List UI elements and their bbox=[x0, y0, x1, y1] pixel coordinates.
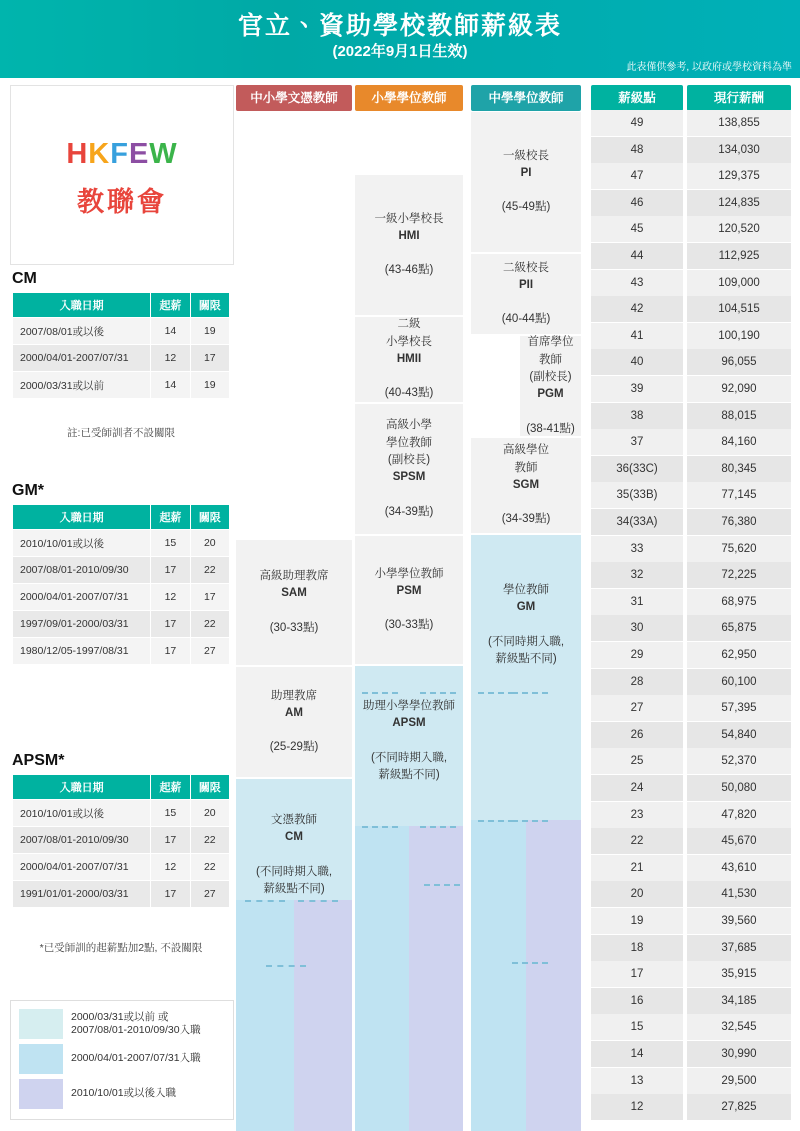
gm-band-gm-b bbox=[471, 820, 526, 1131]
pay-point-cell: 13 bbox=[591, 1068, 683, 1095]
dashed-separator bbox=[512, 820, 548, 822]
table-row bbox=[13, 827, 230, 854]
page-disclaimer: 此表僅供參考, 以政府或學校資料為準 bbox=[626, 62, 792, 73]
dashed-separator bbox=[298, 900, 338, 902]
pay-amount-cell: 39,560 bbox=[687, 908, 791, 935]
table-header-cell: 關限 bbox=[190, 505, 229, 530]
cell-entry-date: 2007/08/01或以後 bbox=[13, 318, 151, 345]
legend-label: 2000/04/01-2007/07/31入職 bbox=[71, 1052, 201, 1065]
pay-point-cell: 15 bbox=[591, 1014, 683, 1041]
rank-gm: 學位教師 GM (不同時期入職, 薪級點不同) bbox=[487, 583, 565, 665]
pay-amount-cell: 138,855 bbox=[687, 110, 791, 137]
psm-band-apsm-b bbox=[355, 826, 409, 1131]
cell-bar-point: 17 bbox=[190, 584, 229, 611]
table-header-cell: 起薪 bbox=[151, 293, 190, 318]
pay-point-cell: 45 bbox=[591, 216, 683, 243]
pay-point-cell: 46 bbox=[591, 190, 683, 217]
cell-bar-point: 27 bbox=[190, 881, 229, 908]
pay-point-cell: 39 bbox=[591, 376, 683, 403]
pay-point-cell: 49 bbox=[591, 110, 683, 137]
cell-bar-point: 22 bbox=[190, 557, 229, 584]
pay-point-cell: 42 bbox=[591, 296, 683, 323]
cell-entry-date: 2010/10/01或以後 bbox=[13, 530, 151, 557]
pay-amount-cell: 47,820 bbox=[687, 802, 791, 829]
pay-point-cell: 48 bbox=[591, 137, 683, 164]
rank-hmii: 二級 小學校長 HMII (40-43點) bbox=[384, 318, 434, 400]
cell-start-point: 17 bbox=[151, 638, 190, 665]
logo-chinese-name: 教聯會 bbox=[77, 187, 167, 217]
entry-table-0 bbox=[12, 292, 230, 399]
pay-point-cell: 33 bbox=[591, 536, 683, 563]
cell-start-point: 17 bbox=[151, 827, 190, 854]
pay-point-cell: 47 bbox=[591, 163, 683, 190]
dashed-separator bbox=[478, 692, 514, 694]
dashed-separator bbox=[512, 692, 548, 694]
cell-start-point: 15 bbox=[151, 800, 190, 827]
cell-bar-point: 17 bbox=[190, 345, 229, 372]
pay-amount-cell: 134,030 bbox=[687, 137, 791, 164]
pay-amount-cell: 96,055 bbox=[687, 349, 791, 376]
pay-point-cell: 26 bbox=[591, 722, 683, 749]
pay-point-cell: 19 bbox=[591, 908, 683, 935]
pay-point-cell: 32 bbox=[591, 562, 683, 589]
table-title-0: CM bbox=[12, 270, 37, 287]
dashed-separator bbox=[362, 826, 398, 828]
table-row bbox=[13, 372, 230, 399]
rank-pi: 一級校長 PI (45-49點) bbox=[501, 149, 551, 214]
pay-amount-cell: 54,840 bbox=[687, 722, 791, 749]
cell-bar-point: 22 bbox=[190, 827, 229, 854]
table-header-cell: 入職日期 bbox=[13, 775, 151, 800]
column-header-gm: 中學學位教師 bbox=[471, 85, 581, 111]
table-header-cell: 起薪 bbox=[151, 505, 190, 530]
entry-table-1 bbox=[12, 504, 230, 665]
pay-amount-cell: 60,100 bbox=[687, 669, 791, 696]
table-row bbox=[13, 584, 230, 611]
cell-entry-date: 1991/01/01-2000/03/31 bbox=[13, 881, 151, 908]
pay-point-cell: 35(33B) bbox=[591, 482, 683, 509]
legend-label: 2010/10/01或以後入職 bbox=[71, 1087, 177, 1100]
cell-entry-date: 2000/03/31或以前 bbox=[13, 372, 151, 399]
pay-amount-cell: 27,825 bbox=[687, 1094, 791, 1121]
logo-box bbox=[10, 85, 234, 265]
legend-item bbox=[19, 1009, 225, 1039]
legend-label: 2000/03/31或以前 或 2007/08/01-2010/09/30入職 bbox=[71, 1010, 201, 1036]
rank-pii: 二級校長 PII (40-44點) bbox=[501, 261, 551, 326]
cell-bar-point: 27 bbox=[190, 638, 229, 665]
cell-start-point: 14 bbox=[151, 372, 190, 399]
cell-entry-date: 2000/04/01-2007/07/31 bbox=[13, 345, 151, 372]
table-note-2: *已受師訓的起薪點加2點, 不設關限 bbox=[39, 942, 203, 954]
cell-bar-point: 19 bbox=[190, 372, 229, 399]
cell-entry-date: 2010/10/01或以後 bbox=[13, 800, 151, 827]
rank-am: 助理教席 AM (25-29點) bbox=[269, 689, 319, 754]
cell-start-point: 17 bbox=[151, 611, 190, 638]
dashed-separator bbox=[266, 965, 306, 967]
pay-amount-cell: 57,395 bbox=[687, 695, 791, 722]
legend-item bbox=[19, 1079, 225, 1109]
entry-table-2 bbox=[12, 774, 230, 908]
dashed-separator bbox=[424, 884, 460, 886]
pay-amount-cell: 77,145 bbox=[687, 482, 791, 509]
pay-point-cell: 21 bbox=[591, 855, 683, 882]
legend-swatch bbox=[19, 1079, 63, 1109]
pay-point-cell: 24 bbox=[591, 775, 683, 802]
pay-amount-cell: 92,090 bbox=[687, 376, 791, 403]
pay-point-cell: 36(33C) bbox=[591, 456, 683, 483]
cell-entry-date: 1980/12/05-1997/08/31 bbox=[13, 638, 151, 665]
cell-entry-date: 2007/08/01-2010/09/30 bbox=[13, 827, 151, 854]
pay-amount-cell: 100,190 bbox=[687, 323, 791, 350]
rank-spsm: 高級小學 學位教師 (副校長) SPSM (34-39點) bbox=[384, 419, 434, 518]
psm-band-apsm-c bbox=[409, 826, 463, 1131]
rank-psm: 小學學位教師 PSM (30-33點) bbox=[374, 567, 444, 632]
gm-band-gm-c bbox=[526, 820, 581, 1131]
legend-swatch bbox=[19, 1009, 63, 1039]
rank-cm: 文憑教師 CM (不同時期入職, 薪級點不同) bbox=[255, 813, 333, 895]
pay-amount-cell: 52,370 bbox=[687, 748, 791, 775]
pay-amount-cell: 29,500 bbox=[687, 1068, 791, 1095]
cell-entry-date: 2000/04/01-2007/07/31 bbox=[13, 584, 151, 611]
cell-start-point: 12 bbox=[151, 854, 190, 881]
pay-point-cell: 14 bbox=[591, 1041, 683, 1068]
dashed-separator bbox=[512, 962, 548, 964]
pay-amount-cell: 75,620 bbox=[687, 536, 791, 563]
pay-amount-cell: 120,520 bbox=[687, 216, 791, 243]
rank-apsm: 助理小學學位教師 APSM (不同時期入職, 薪級點不同) bbox=[363, 699, 455, 781]
legend-swatch bbox=[19, 1044, 63, 1074]
column-header-pay: 現行薪酬 bbox=[687, 85, 791, 111]
dashed-separator bbox=[420, 826, 456, 828]
legend-box bbox=[10, 1000, 234, 1120]
page-subtitle: (2022年9月1日生效) bbox=[332, 43, 468, 60]
cell-start-point: 17 bbox=[151, 881, 190, 908]
pay-amount-cell: 124,835 bbox=[687, 190, 791, 217]
table-row bbox=[13, 854, 230, 881]
dashed-separator bbox=[245, 900, 285, 902]
pay-point-cell: 16 bbox=[591, 988, 683, 1015]
pay-point-cell: 43 bbox=[591, 270, 683, 297]
pay-point-cell: 37 bbox=[591, 429, 683, 456]
table-header-cell: 入職日期 bbox=[13, 505, 151, 530]
cm-band-cm-c bbox=[294, 900, 352, 1131]
column-header-cm: 中小學文憑教師 bbox=[236, 85, 352, 111]
page-title: 官立、資助學校教師薪級表 bbox=[237, 12, 562, 40]
cell-entry-date: 1997/09/01-2000/03/31 bbox=[13, 611, 151, 638]
pay-amount-cell: 84,160 bbox=[687, 429, 791, 456]
pay-point-cell: 25 bbox=[591, 748, 683, 775]
table-note-0: 註:已受師訓者不設關限 bbox=[67, 427, 175, 439]
pay-amount-cell: 129,375 bbox=[687, 163, 791, 190]
pay-point-cell: 23 bbox=[591, 802, 683, 829]
cm-band-cm-b bbox=[236, 900, 294, 1131]
pay-point-cell: 40 bbox=[591, 349, 683, 376]
pay-amount-cell: 68,975 bbox=[687, 589, 791, 616]
dashed-separator bbox=[362, 692, 398, 694]
cell-entry-date: 2007/08/01-2010/09/30 bbox=[13, 557, 151, 584]
pay-point-cell: 34(33A) bbox=[591, 509, 683, 536]
table-header-cell: 起薪 bbox=[151, 775, 190, 800]
cell-bar-point: 20 bbox=[190, 800, 229, 827]
logo-hkfew: HKFEW bbox=[66, 138, 178, 170]
pay-amount-cell: 72,225 bbox=[687, 562, 791, 589]
pay-amount-cell: 50,080 bbox=[687, 775, 791, 802]
pay-amount-cell: 41,530 bbox=[687, 881, 791, 908]
rank-sam: 高級助理教席 SAM (30-33點) bbox=[259, 570, 329, 634]
cell-start-point: 15 bbox=[151, 530, 190, 557]
pay-amount-cell: 32,545 bbox=[687, 1014, 791, 1041]
table-row bbox=[13, 557, 230, 584]
cell-start-point: 12 bbox=[151, 584, 190, 611]
table-row bbox=[13, 800, 230, 827]
pay-point-cell: 38 bbox=[591, 403, 683, 430]
pay-amount-cell: 62,950 bbox=[687, 642, 791, 669]
pay-amount-cell: 104,515 bbox=[687, 296, 791, 323]
table-row bbox=[13, 881, 230, 908]
column-header-points: 薪級點 bbox=[591, 85, 683, 111]
table-header-cell: 入職日期 bbox=[13, 293, 151, 318]
pay-amount-cell: 65,875 bbox=[687, 615, 791, 642]
table-row bbox=[13, 318, 230, 345]
cell-bar-point: 22 bbox=[190, 854, 229, 881]
pay-point-cell: 17 bbox=[591, 961, 683, 988]
column-header-psm: 小學學位教師 bbox=[355, 85, 463, 111]
pay-point-cell: 28 bbox=[591, 669, 683, 696]
dashed-separator bbox=[478, 820, 514, 822]
pay-point-cell: 44 bbox=[591, 243, 683, 270]
pay-amount-cell: 109,000 bbox=[687, 270, 791, 297]
pay-amount-cell: 88,015 bbox=[687, 403, 791, 430]
pay-amount-cell: 43,610 bbox=[687, 855, 791, 882]
pay-amount-cell: 76,380 bbox=[687, 509, 791, 536]
pay-point-cell: 31 bbox=[591, 589, 683, 616]
cell-start-point: 17 bbox=[151, 557, 190, 584]
pay-point-cell: 30 bbox=[591, 615, 683, 642]
table-header-cell: 關限 bbox=[190, 293, 229, 318]
pay-amount-cell: 37,685 bbox=[687, 935, 791, 962]
pay-amount-cell: 80,345 bbox=[687, 456, 791, 483]
dashed-separator bbox=[420, 692, 456, 694]
cell-bar-point: 19 bbox=[190, 318, 229, 345]
cell-entry-date: 2000/04/01-2007/07/31 bbox=[13, 854, 151, 881]
pay-amount-cell: 30,990 bbox=[687, 1041, 791, 1068]
rank-pgm: 首席學位 教師 (副校長) PGM (38-41點) bbox=[526, 336, 575, 435]
cell-start-point: 14 bbox=[151, 318, 190, 345]
table-row bbox=[13, 345, 230, 372]
pay-point-cell: 18 bbox=[591, 935, 683, 962]
table-header-cell: 關限 bbox=[190, 775, 229, 800]
pay-amount-cell: 34,185 bbox=[687, 988, 791, 1015]
cell-bar-point: 22 bbox=[190, 611, 229, 638]
pay-amount-cell: 45,670 bbox=[687, 828, 791, 855]
legend-item bbox=[19, 1044, 225, 1074]
cell-start-point: 12 bbox=[151, 345, 190, 372]
table-row bbox=[13, 611, 230, 638]
table-title-2: APSM* bbox=[12, 752, 65, 769]
pay-point-cell: 41 bbox=[591, 323, 683, 350]
pay-point-cell: 12 bbox=[591, 1094, 683, 1121]
pay-point-cell: 22 bbox=[591, 828, 683, 855]
pay-point-cell: 29 bbox=[591, 642, 683, 669]
pay-amount-cell: 112,925 bbox=[687, 243, 791, 270]
table-title-1: GM* bbox=[12, 482, 44, 499]
table-row bbox=[13, 638, 230, 665]
pay-point-cell: 27 bbox=[591, 695, 683, 722]
cell-bar-point: 20 bbox=[190, 530, 229, 557]
table-row bbox=[13, 530, 230, 557]
pay-amount-cell: 35,915 bbox=[687, 961, 791, 988]
page-header bbox=[0, 0, 800, 78]
rank-hmi: 一級小學校長 HMI (43-46點) bbox=[374, 212, 444, 277]
pay-point-cell: 20 bbox=[591, 881, 683, 908]
rank-sgm: 高級學位 教師 SGM (34-39點) bbox=[501, 444, 551, 526]
